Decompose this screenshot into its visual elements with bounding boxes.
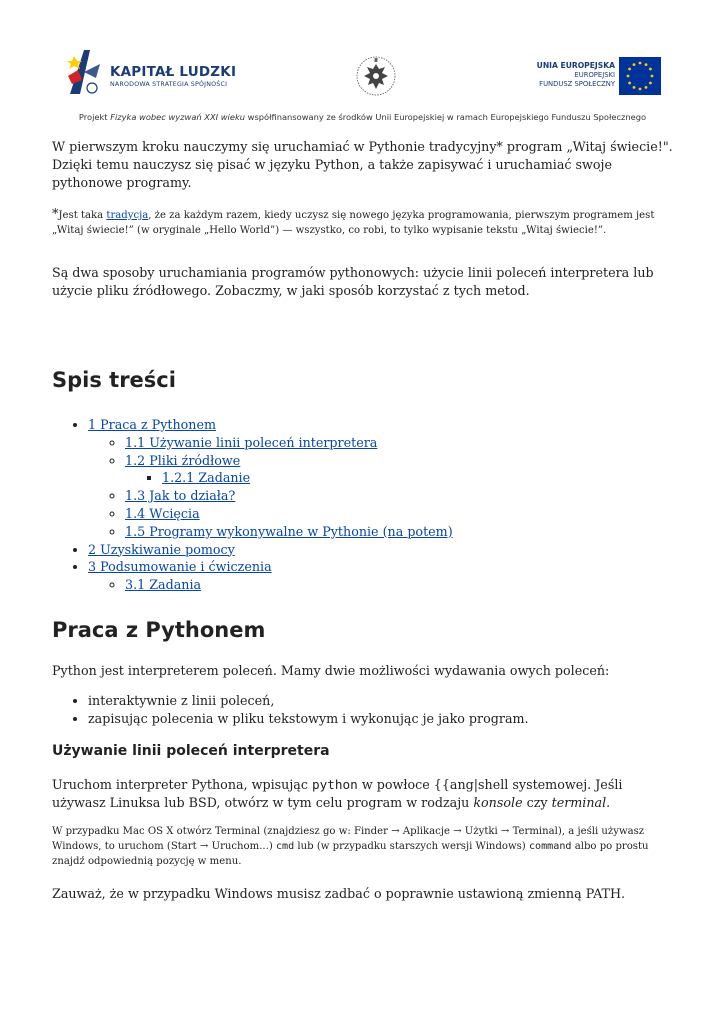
page-header (0, 0, 725, 135)
cmd-command: cmd (275, 840, 295, 852)
eu-flag-icon (619, 57, 661, 95)
command-command: command (528, 840, 572, 852)
eu-line-1: UNIA EUROPEJSKA (536, 61, 615, 70)
kapital-ludzki-emblem-icon (66, 48, 104, 96)
toc-link-1-2-1[interactable]: 1.2.1 Zadanie (162, 470, 251, 486)
text-part: czy (522, 794, 552, 810)
toc-item (88, 416, 677, 541)
article-content (52, 138, 677, 903)
toc-link-3-1[interactable]: 3.1 Zadania (125, 577, 202, 593)
intro-paragraph: W pierwszym kroku nauczymy się uruchamiać w Pythonie tradycyjny* program „Witaj świecie!". Dzięki temu nauczysz się pisać w języku Python, a także zapisywać i uruchamiać swoje pythonowe programy. (52, 139, 673, 190)
kapital-ludzki-logo (66, 48, 246, 96)
footnote (52, 207, 677, 238)
list-item: • zapisując polecenia w pliku tekstowym i wykonując je jako program. (88, 710, 677, 728)
toc-item (125, 576, 677, 594)
toc-item (88, 541, 677, 559)
eu-logo (505, 56, 661, 96)
text-part: albo po prostu znajdź odpowiednią pozycję w menu. (52, 840, 649, 867)
toc-item (125, 487, 677, 505)
toc-item (88, 558, 677, 594)
toc-item (125, 505, 677, 523)
toc-item (125, 452, 677, 488)
python-command: python (311, 776, 358, 792)
eu-line-2: EUROPEJSKI (574, 71, 615, 79)
project-info (0, 112, 725, 122)
konsole-term: konsole (473, 794, 523, 810)
toc-item (162, 469, 677, 487)
toc-link-2[interactable]: 2 Uzyskiwanie pomocy (88, 541, 235, 557)
toc-title: Spis treści (52, 368, 176, 392)
toc-item (125, 523, 677, 541)
toc-link-1-5[interactable]: 1.5 Programy wykonywalne w Pythonie (na potem) (125, 523, 453, 539)
toc-link-1-2[interactable]: 1.2 Pliki źródłowe (125, 452, 241, 468)
toc-link-1-1[interactable]: 1.1 Używanie linii poleceń interpretera (125, 434, 378, 450)
mac-windows-note (52, 824, 677, 869)
toc-item (125, 434, 677, 452)
ways-paragraph: Są dwa sposoby uruchamiania programów pythonowych: użycie linii poleceń interpretera lub użycie pliku źródłowego. Zobaczmy, w jaki sposób korzystać z tych metod. (52, 265, 654, 298)
university-seal-icon (355, 52, 397, 100)
project-suffix: współfinansowany ze środków Unii Europejskiej w ramach Europejskiego Funduszu Społecznego (245, 112, 647, 122)
interpreter-paragraph (52, 776, 677, 812)
kapital-ludzki-subtitle: NARODOWA STRATEGIA SPÓJNOŚCI (110, 81, 228, 88)
subsection-title: Używanie linii poleceń interpretera (52, 742, 330, 759)
text-part: . (606, 794, 611, 810)
project-prefix: Projekt (78, 112, 111, 122)
terminal-term: terminal (551, 794, 607, 810)
path-note: Zauważ, że w przypadku Windows musisz zadbać o poprawnie ustawioną zmienną PATH. (52, 885, 626, 901)
eu-logo-text (537, 61, 615, 89)
text-part: w powłoce {{ang|shell systemowej. Jeśli używasz Linuksa lub BSD, otwórz w tym celu program w rodzaju (52, 776, 623, 810)
eu-line-3: FUNDUSZ SPOŁECZNY (539, 80, 615, 88)
toc-link-3[interactable]: 3 Podsumowanie i ćwiczenia (88, 559, 272, 575)
footnote-pre: Jest taka (58, 210, 107, 221)
text-part: W przypadku Mac OS X otwórz Terminal (znajdziesz go w: Finder → Aplikacje → Użytki → Terminal), a jeśli używasz Windows, to uruchom (Start → Uruchom...) (52, 825, 645, 852)
toc-link-1-3[interactable]: 1.3 Jak to działa? (125, 488, 236, 504)
footnote-star: * (52, 207, 59, 222)
text-part: Uruchom interpreter Pythona, wpisując (52, 776, 312, 792)
toc-link-1-4[interactable]: 1.4 Wcięcia (125, 505, 200, 521)
project-name: Fizyka wobec wyzwań XXI wieku (110, 112, 246, 122)
toc-link-1[interactable]: 1 Praca z Pythonem (88, 417, 217, 432)
table-of-contents (52, 416, 677, 594)
section-intro: Python jest interpreterem poleceń. Mamy dwie możliwości wydawania owych poleceń: (52, 662, 610, 678)
usage-list (52, 692, 677, 728)
footnote-post: , że za każdym razem, kiedy uczysz się nowego języka programowania, pierwszym programem jest „Witaj świecie!” (w oryginale „Hello World”) — wszystko, co robi, to tylko wypisanie tekstu „Witaj świecie!”. (52, 210, 655, 236)
text-part: lub (w przypadku starszych wersji Windows) (294, 840, 529, 852)
section-title: Praca z Pythonem (52, 617, 266, 642)
kapital-ludzki-title: KAPITAŁ LUDZKI (110, 64, 237, 80)
tradycja-link[interactable]: tradycja (106, 210, 149, 221)
list-item: • interaktywnie z linii poleceń, (88, 692, 677, 710)
